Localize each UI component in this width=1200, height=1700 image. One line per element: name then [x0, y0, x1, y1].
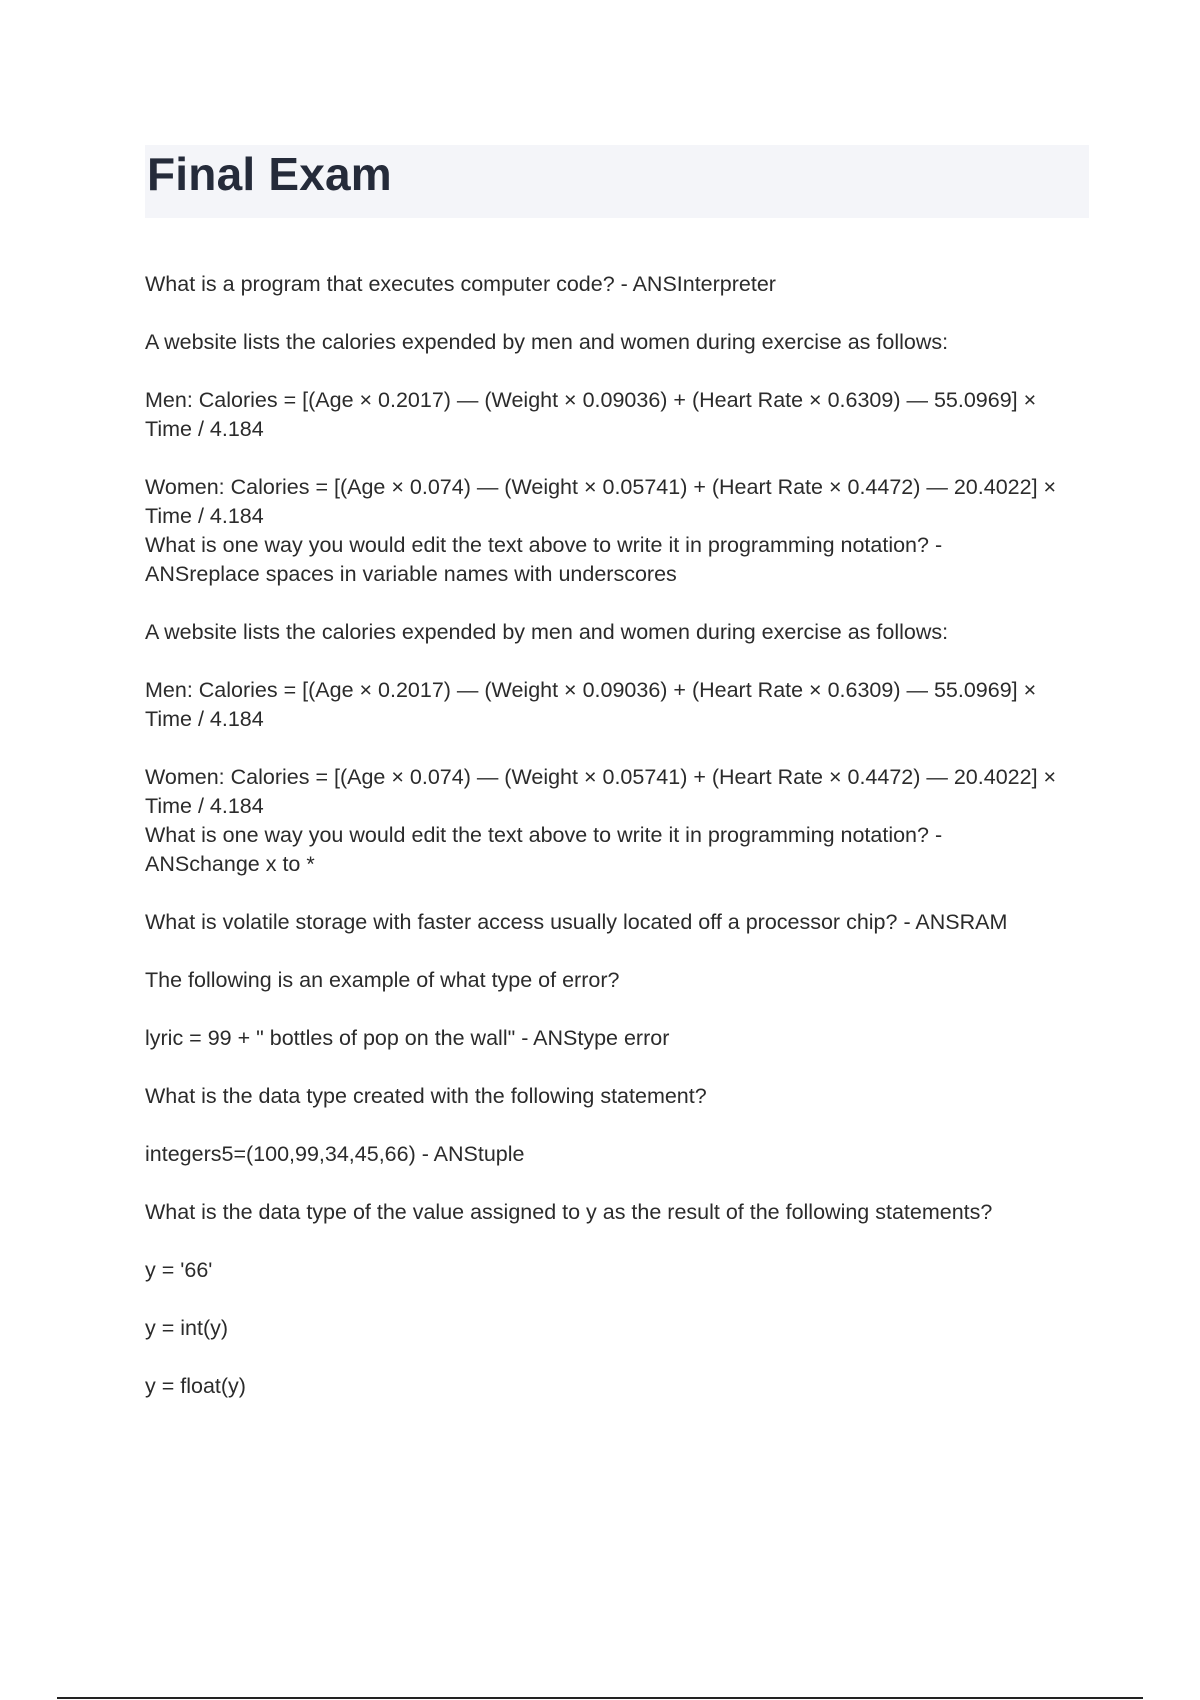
title-banner: [145, 145, 1089, 218]
formula-line: Men: Calories = [(Age × 0.2017) — (Weight × 0.09036) + (Heart Rate × 0.6309) — 55.0969] ×: [145, 678, 1037, 702]
code-line: y = '66': [145, 1258, 213, 1282]
question-line: The following is an example of what type of error?: [145, 968, 620, 992]
question-line: What is one way you would edit the text above to write it in programming notation? -: [145, 533, 943, 557]
exam-content: [145, 270, 1089, 1401]
page-title: Final Exam: [147, 148, 392, 200]
formula-line: Women: Calories = [(Age × 0.074) — (Weight × 0.05741) + (Heart Rate × 0.4472) — 20.4022] ×: [145, 765, 1057, 789]
formula-line: Time / 4.184: [145, 707, 264, 731]
question-line: A website lists the calories expended by men and women during exercise as follows:: [145, 620, 949, 644]
answer-line: ANSreplace spaces in variable names with underscores: [145, 562, 677, 586]
code-answer-line: lyric = 99 + " bottles of pop on the wall" - ANStype error: [145, 1026, 670, 1050]
qa-line: What is a program that executes computer code? - ANSInterpreter: [145, 272, 776, 296]
formula-line: Time / 4.184: [145, 504, 264, 528]
question-line: What is the data type created with the following statement?: [145, 1084, 707, 1108]
code-line: y = float(y): [145, 1374, 246, 1398]
question-line: What is the data type of the value assigned to y as the result of the following statements?: [145, 1200, 993, 1224]
answer-line: ANSchange x to *: [145, 852, 315, 876]
formula-line: Time / 4.184: [145, 794, 264, 818]
formula-line: Men: Calories = [(Age × 0.2017) — (Weight × 0.09036) + (Heart Rate × 0.6309) — 55.0969] ×: [145, 388, 1037, 412]
question-line: What is one way you would edit the text above to write it in programming notation? -: [145, 823, 943, 847]
code-line: y = int(y): [145, 1316, 229, 1340]
qa-line: What is volatile storage with faster access usually located off a processor chip? - ANSRAM: [145, 910, 1008, 934]
formula-line: Time / 4.184: [145, 417, 264, 441]
footer-divider: [57, 1697, 1143, 1699]
formula-line: Women: Calories = [(Age × 0.074) — (Weight × 0.05741) + (Heart Rate × 0.4472) — 20.4022] ×: [145, 475, 1057, 499]
code-answer-line: integers5=(100,99,34,45,66) - ANStuple: [145, 1142, 525, 1166]
question-line: A website lists the calories expended by men and women during exercise as follows:: [145, 330, 949, 354]
